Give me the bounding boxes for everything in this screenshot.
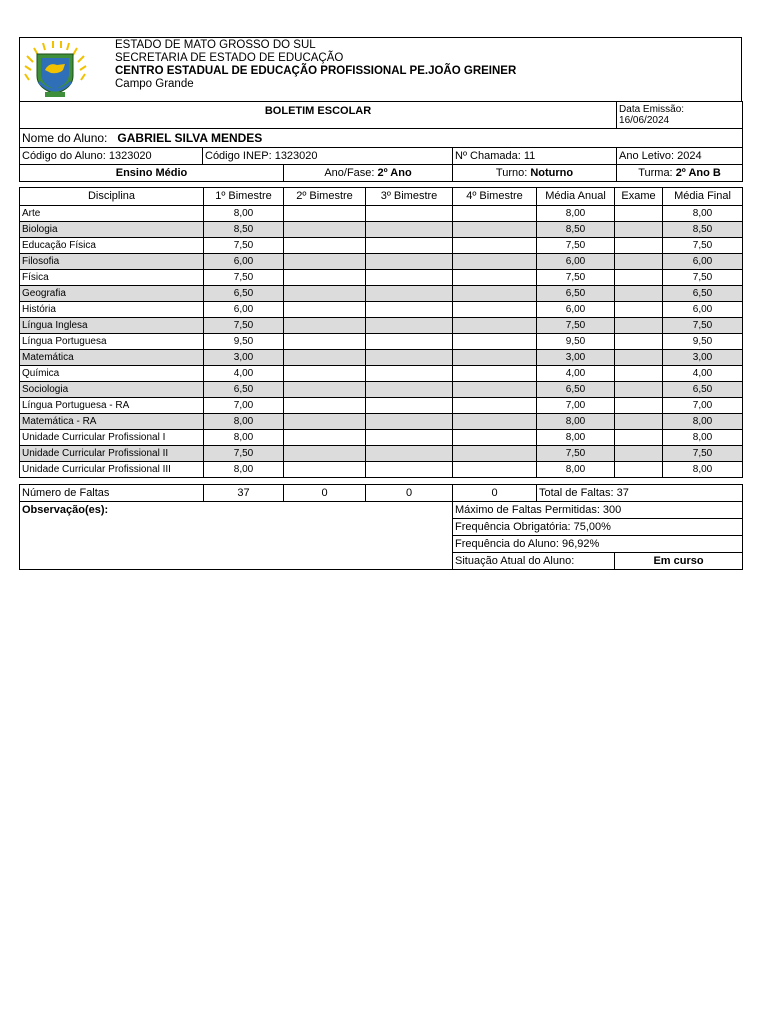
subject-name: Língua Portuguesa [20, 334, 204, 350]
grade-cell-b2 [284, 270, 366, 286]
state-coat-of-arms-icon [23, 40, 87, 100]
student-name-cell [20, 129, 743, 148]
grade-cell-anual: 8,00 [537, 414, 615, 430]
student-frequency: Frequência do Aluno: 96,92% [453, 536, 743, 553]
grade-cell-exame [615, 334, 663, 350]
grade-cell-b1: 8,00 [204, 206, 284, 222]
issue-date-label: Data Emissão: [619, 104, 685, 115]
class-label: Turma: [638, 167, 673, 179]
grade-cell-exame [615, 238, 663, 254]
report-card [19, 37, 742, 570]
grade-cell-anual: 7,50 [537, 318, 615, 334]
grade-cell-b1: 7,50 [204, 446, 284, 462]
table-row [20, 238, 743, 254]
grade-cell-final: 8,00 [663, 462, 743, 478]
student-info-table [19, 101, 743, 182]
grade-cell-exame [615, 222, 663, 238]
grade-cell-final: 4,00 [663, 366, 743, 382]
header [19, 37, 742, 102]
grade-cell-b3 [366, 398, 453, 414]
subject-name: Física [20, 270, 204, 286]
grade-cell-exame [615, 462, 663, 478]
grade-cell-final: 6,00 [663, 302, 743, 318]
grade-cell-b3 [366, 446, 453, 462]
absences-b2: 0 [284, 485, 366, 502]
grade-cell-b3 [366, 334, 453, 350]
grade-cell-anual: 3,00 [537, 350, 615, 366]
column-header: Média Final [663, 188, 743, 206]
table-row [20, 222, 743, 238]
grade-cell-b1: 6,50 [204, 286, 284, 302]
issue-date-cell [617, 102, 743, 129]
grade-cell-anual: 9,50 [537, 334, 615, 350]
inep-code: Código INEP: 1323020 [203, 148, 453, 165]
grade-cell-b4 [453, 222, 537, 238]
student-name: GABRIEL SILVA MENDES [117, 131, 263, 145]
grade-cell-anual: 8,00 [537, 206, 615, 222]
grade-cell-b3 [366, 318, 453, 334]
table-row [20, 270, 743, 286]
grade-cell-final: 7,00 [663, 398, 743, 414]
grade-cell-b3 [366, 222, 453, 238]
grades-table [19, 187, 743, 478]
grade-cell-final: 3,00 [663, 350, 743, 366]
shift-value: Noturno [530, 167, 574, 179]
required-frequency: Frequência Obrigatória: 75,00% [453, 519, 743, 536]
grade-cell-anual: 7,50 [537, 238, 615, 254]
grade-cell-b3 [366, 414, 453, 430]
subject-name: Língua Inglesa [20, 318, 204, 334]
grade-cell-b2 [284, 334, 366, 350]
student-code: Código do Aluno: 1323020 [20, 148, 203, 165]
grade-cell-b1: 7,50 [204, 270, 284, 286]
grade-cell-b2 [284, 254, 366, 270]
grade-cell-exame [615, 206, 663, 222]
grade-cell-b2 [284, 238, 366, 254]
table-row [20, 334, 743, 350]
grade-cell-b1: 7,50 [204, 318, 284, 334]
grade-cell-b1: 3,00 [204, 350, 284, 366]
grade-cell-b4 [453, 254, 537, 270]
grade-cell-b3 [366, 462, 453, 478]
grade-cell-b1: 7,00 [204, 398, 284, 414]
grade-cell-b1: 8,50 [204, 222, 284, 238]
grade-cell-b2 [284, 366, 366, 382]
state-name: ESTADO DE MATO GROSSO DO SUL [115, 39, 316, 51]
table-row [20, 206, 743, 222]
table-row [20, 446, 743, 462]
column-header: 2º Bimestre [284, 188, 366, 206]
call-number: Nº Chamada: 11 [453, 148, 617, 165]
table-row [20, 254, 743, 270]
table-row [20, 398, 743, 414]
grade-cell-b2 [284, 446, 366, 462]
grade-cell-final: 7,50 [663, 318, 743, 334]
grade-cell-b4 [453, 206, 537, 222]
header-text [115, 39, 516, 91]
grade-cell-b3 [366, 430, 453, 446]
grade-cell-final: 6,50 [663, 286, 743, 302]
grade-cell-final: 8,00 [663, 430, 743, 446]
grade-cell-b4 [453, 398, 537, 414]
class-value: 2º Ano B [675, 167, 721, 179]
grade-cell-anual: 8,00 [537, 462, 615, 478]
secretariat-name: SECRETARIA DE ESTADO DE EDUCAÇÃO [115, 52, 344, 64]
grade-cell-b1: 6,50 [204, 382, 284, 398]
column-header: 1º Bimestre [204, 188, 284, 206]
subject-name: Filosofia [20, 254, 204, 270]
subject-name: Unidade Curricular Profissional II [20, 446, 204, 462]
absences-row [20, 485, 743, 502]
subject-name: Biologia [20, 222, 204, 238]
grade-cell-b3 [366, 366, 453, 382]
grade-cell-exame [615, 414, 663, 430]
grade-cell-b1: 4,00 [204, 366, 284, 382]
table-row [20, 366, 743, 382]
subject-name: Química [20, 366, 204, 382]
grade-cell-exame [615, 254, 663, 270]
grade-cell-b4 [453, 414, 537, 430]
column-header: 3º Bimestre [366, 188, 453, 206]
absences-b4: 0 [453, 485, 537, 502]
student-name-label: Nome do Aluno: [22, 131, 108, 145]
grade-cell-b2 [284, 350, 366, 366]
grade-cell-b1: 7,50 [204, 238, 284, 254]
column-header: Exame [615, 188, 663, 206]
grade-cell-b2 [284, 206, 366, 222]
subject-name: Unidade Curricular Profissional I [20, 430, 204, 446]
grade-cell-b4 [453, 286, 537, 302]
grade-cell-b3 [366, 382, 453, 398]
grade-cell-anual: 6,00 [537, 254, 615, 270]
table-row [20, 462, 743, 478]
grade-cell-b4 [453, 366, 537, 382]
subject-name: Unidade Curricular Profissional III [20, 462, 204, 478]
grade-cell-b3 [366, 270, 453, 286]
grade-cell-b2 [284, 286, 366, 302]
subject-name: Arte [20, 206, 204, 222]
absences-label: Número de Faltas [20, 485, 204, 502]
grade-cell-exame [615, 302, 663, 318]
grade-cell-final: 6,00 [663, 254, 743, 270]
table-row [20, 286, 743, 302]
grade-cell-b4 [453, 302, 537, 318]
grade-cell-b3 [366, 350, 453, 366]
grade-cell-b1: 6,00 [204, 302, 284, 318]
status-label: Situação Atual do Aluno: [453, 553, 615, 570]
grade-cell-b4 [453, 446, 537, 462]
grade-cell-final: 7,50 [663, 270, 743, 286]
subject-name: Matemática - RA [20, 414, 204, 430]
phase-label: Ano/Fase: [324, 167, 375, 179]
column-header: Média Anual [537, 188, 615, 206]
grade-cell-b1: 8,00 [204, 430, 284, 446]
max-absences: Máximo de Faltas Permitidas: 300 [453, 502, 743, 519]
grade-cell-b4 [453, 270, 537, 286]
grades-header-row [20, 188, 743, 206]
grade-cell-final: 9,50 [663, 334, 743, 350]
table-row [20, 414, 743, 430]
report-title: BOLETIM ESCOLAR [20, 102, 617, 129]
grade-cell-b3 [366, 206, 453, 222]
grade-cell-anual: 6,00 [537, 302, 615, 318]
grade-cell-exame [615, 366, 663, 382]
absences-b1: 37 [204, 485, 284, 502]
phase-value: 2º Ano [377, 167, 412, 179]
subject-name: História [20, 302, 204, 318]
city-name: Campo Grande [115, 78, 194, 90]
grade-cell-final: 8,50 [663, 222, 743, 238]
grade-cell-exame [615, 382, 663, 398]
grade-cell-b2 [284, 462, 366, 478]
absences-total: Total de Faltas: 37 [537, 485, 743, 502]
grade-cell-b4 [453, 430, 537, 446]
shift-label: Turno: [495, 167, 528, 179]
grade-cell-exame [615, 270, 663, 286]
grade-cell-b2 [284, 318, 366, 334]
grade-cell-anual: 6,50 [537, 382, 615, 398]
subject-name: Sociologia [20, 382, 204, 398]
table-row [20, 382, 743, 398]
grade-cell-b2 [284, 414, 366, 430]
grade-cell-final: 8,00 [663, 206, 743, 222]
grade-cell-exame [615, 350, 663, 366]
grade-cell-b3 [366, 238, 453, 254]
grade-cell-b2 [284, 398, 366, 414]
grade-cell-anual: 4,00 [537, 366, 615, 382]
column-header: 4º Bimestre [453, 188, 537, 206]
grade-cell-b1: 6,00 [204, 254, 284, 270]
shift-cell [453, 165, 617, 182]
grade-cell-b3 [366, 286, 453, 302]
grade-cell-b1: 8,00 [204, 414, 284, 430]
education-level: Ensino Médio [20, 165, 284, 182]
grade-cell-anual: 6,50 [537, 286, 615, 302]
grade-cell-b4 [453, 350, 537, 366]
subject-name: Geografia [20, 286, 204, 302]
observations-label: Observação(es): [20, 502, 453, 570]
grade-cell-b3 [366, 302, 453, 318]
grade-cell-b2 [284, 382, 366, 398]
grade-cell-anual: 7,50 [537, 270, 615, 286]
grade-cell-b3 [366, 254, 453, 270]
table-row [20, 430, 743, 446]
grade-cell-exame [615, 286, 663, 302]
table-row [20, 350, 743, 366]
subject-name: Educação Física [20, 238, 204, 254]
grade-cell-anual: 8,50 [537, 222, 615, 238]
subject-name: Língua Portuguesa - RA [20, 398, 204, 414]
class-cell [617, 165, 743, 182]
grade-cell-b2 [284, 222, 366, 238]
grade-cell-anual: 8,00 [537, 430, 615, 446]
grade-cell-final: 8,00 [663, 414, 743, 430]
school-year: Ano Letivo: 2024 [617, 148, 743, 165]
school-name: CENTRO ESTADUAL DE EDUCAÇÃO PROFISSIONAL PE.JOÃO GREINER [115, 65, 517, 77]
grade-cell-b4 [453, 462, 537, 478]
grade-cell-exame [615, 398, 663, 414]
column-header: Disciplina [20, 188, 204, 206]
grade-cell-b4 [453, 382, 537, 398]
grade-cell-b2 [284, 302, 366, 318]
table-row [20, 318, 743, 334]
grade-cell-b1: 9,50 [204, 334, 284, 350]
grade-cell-final: 7,50 [663, 238, 743, 254]
phase-cell [284, 165, 453, 182]
grade-cell-exame [615, 318, 663, 334]
status-value: Em curso [615, 553, 743, 570]
grade-cell-exame [615, 446, 663, 462]
grade-cell-b1: 8,00 [204, 462, 284, 478]
grade-cell-b4 [453, 318, 537, 334]
grade-cell-final: 7,50 [663, 446, 743, 462]
grade-cell-anual: 7,50 [537, 446, 615, 462]
grade-cell-b4 [453, 238, 537, 254]
summary-table [19, 484, 743, 570]
grade-cell-exame [615, 430, 663, 446]
grade-cell-b2 [284, 430, 366, 446]
grade-cell-anual: 7,00 [537, 398, 615, 414]
issue-date-value: 16/06/2024 [619, 115, 670, 126]
table-row [20, 302, 743, 318]
subject-name: Matemática [20, 350, 204, 366]
grade-cell-final: 6,50 [663, 382, 743, 398]
grade-cell-b4 [453, 334, 537, 350]
absences-b3: 0 [366, 485, 453, 502]
